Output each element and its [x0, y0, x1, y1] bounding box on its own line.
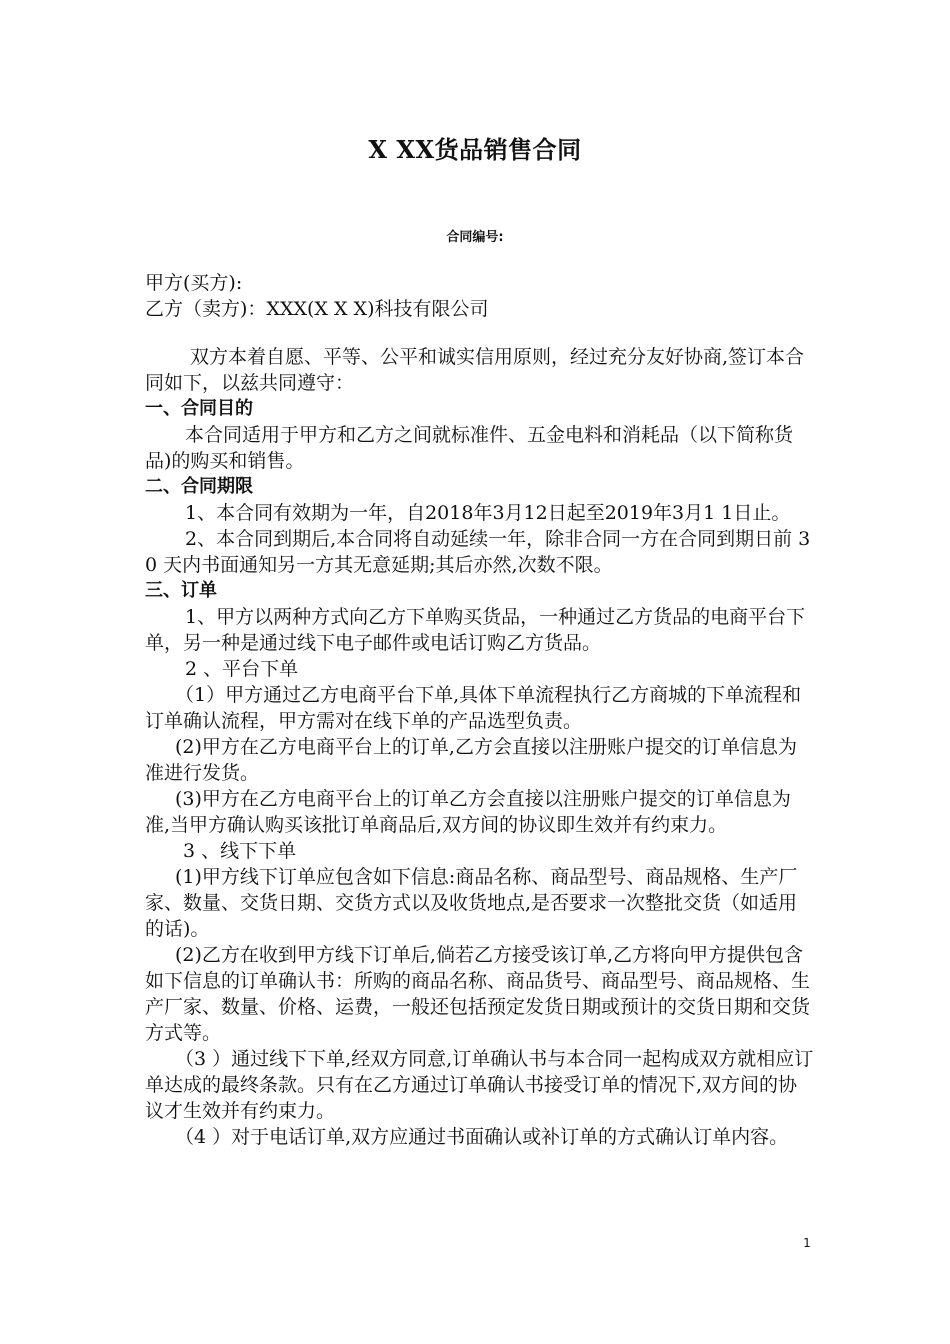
section-heading: 三、订单: [145, 580, 217, 601]
section-heading: 一、合同目的: [145, 398, 253, 419]
contract-number-label: 合同编号:: [446, 230, 504, 245]
page-number: 1: [803, 1236, 811, 1250]
paragraph: (3)甲方在乙方电商平台上的订单乙方会直接以注册账户提交的订单信息为准,当甲方确认购买该批订单商品后,双方间的协议即生效并有约束力。: [145, 788, 791, 836]
paragraph: 1、本合同有效期为一年，自2018年3月12日起至2019年3月1 1日止。: [185, 502, 791, 524]
section-heading: 二、合同期限: [145, 476, 253, 497]
paragraph: （4 ）对于电话订单,双方应通过书面确认或补订单的方式确认订单内容。: [175, 1126, 789, 1148]
intro-paragraph: 双方本着自愿、平等、公平和诚实信用原则，经过充分友好协商,签订本合同如下，以兹共同遵守：: [145, 346, 805, 394]
paragraph: （3 ）通过线下下单,经双方同意,订单确认书与本合同一起构成双方就相应订单达成的最终条款。只有在乙方通过订单确认书接受订单的情况下,双方间的协议才生效并有约束力。: [145, 1048, 814, 1122]
subheading: 2 、平台下单: [185, 658, 299, 680]
paragraph: 1、甲方以两种方式向乙方下单购买货品，一种通过乙方货品的电商平台下单，另一种是通过线下电子邮件或电话订购乙方货品。: [145, 606, 806, 654]
party-b: 乙方（卖方)：XXX(X X X)科技有限公司: [145, 298, 489, 320]
paragraph: （1）甲方通过乙方电商平台下单,具体下单流程执行乙方商城的下单流程和订单确认流程，甲方需对在线下单的产品选型负责。: [145, 684, 802, 732]
paragraph: 本合同适用于甲方和乙方之间就标准件、五金电料和消耗品（以下简称货品)的购买和销售。: [145, 424, 794, 472]
paragraph: (1)甲方线下订单应包含如下信息:商品名称、商品型号、商品规格、生产厂家、数量、交货日期、交货方式以及收货地点,是否要求一次整批交货（如适用的话)。: [145, 866, 798, 940]
paragraph: (2)甲方在乙方电商平台上的订单,乙方会直接以注册账户提交的订单信息为准进行发货。: [145, 736, 797, 784]
document-body: [145, 270, 815, 1150]
subheading: 3 、线下下单: [183, 840, 297, 862]
document-title: X XX货品销售合同: [368, 135, 582, 164]
paragraph: (2)乙方在收到甲方线下订单后,倘若乙方接受该订单,乙方将向甲方提供包含如下信息的订单确认书：所购的商品名称、商品货号、商品型号、商品规格、生产厂家、数量、价格、运费，一般还包括预定发货日期或预计的交货日期和交货方式等。: [145, 944, 811, 1044]
party-a: 甲方(买方):: [145, 272, 243, 294]
paragraph: 2、本合同到期后,本合同将自动延续一年，除非合同一方在合同到期日前 3 0 天内书面通知另一方其无意延期;其后亦然,次数不限。: [145, 528, 811, 576]
spacer: [145, 322, 815, 344]
